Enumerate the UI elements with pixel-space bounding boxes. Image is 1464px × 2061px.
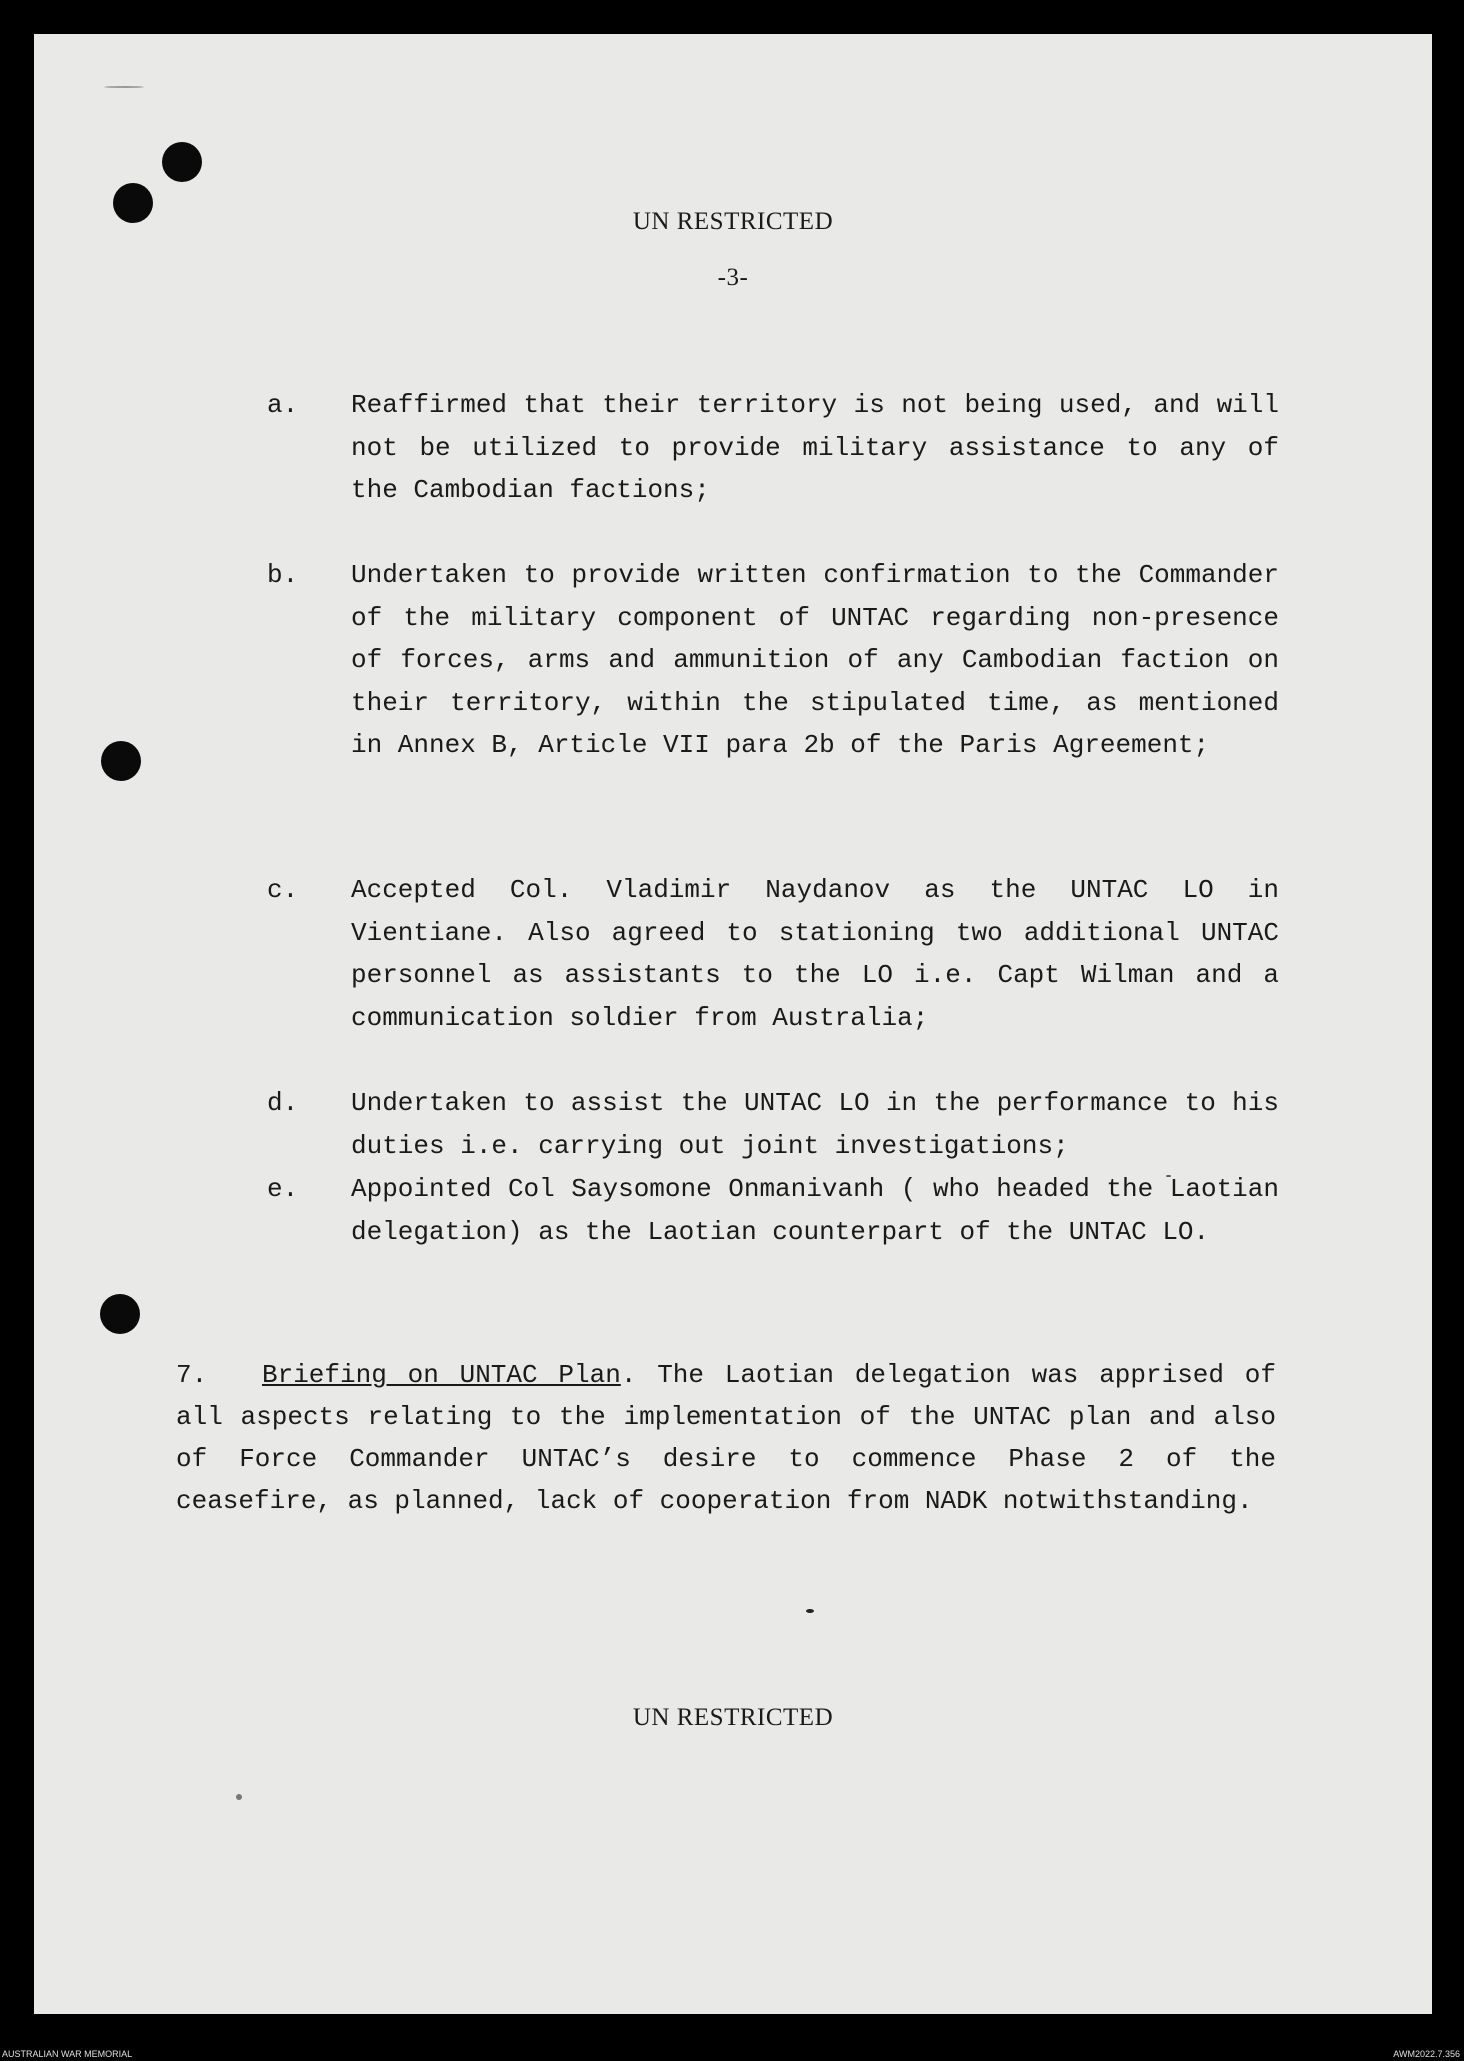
paragraph-7 <box>176 1354 1276 1522</box>
punch-hole-icon <box>100 1294 140 1334</box>
list-item-d <box>267 1082 1279 1172</box>
list-item-label: a. <box>267 390 299 420</box>
list-item-c <box>267 869 1279 1044</box>
classification-bottom: UN RESTRICTED <box>632 1704 834 1731</box>
page-number: -3- <box>717 264 749 291</box>
speck-mark <box>236 1794 242 1800</box>
speck-mark <box>104 86 144 88</box>
speck-mark <box>806 1609 814 1613</box>
classification-top: UN RESTRICTED <box>632 208 834 235</box>
list-item-text: Undertaken to assist the UNTAC LO in the performance to his duties i.e. carrying out joint investigations; <box>351 1088 1279 1161</box>
document-page <box>34 34 1432 2014</box>
list-item-label: b. <box>267 560 299 590</box>
list-item-text: Reaffirmed that their territory is not being used, and will not be utilized to provide military assistance to any of the Cambodian factions; <box>351 390 1279 505</box>
list-item-a <box>267 384 1279 514</box>
punch-hole-icon <box>101 741 141 781</box>
paragraph-title: Briefing on UNTAC Plan <box>262 1360 621 1390</box>
list-item-label: d. <box>267 1088 299 1118</box>
paragraph-number: 7. <box>176 1360 208 1390</box>
list-item-text: Accepted Col. Vladimir Naydanov as the UNTAC LO in Vientiane. Also agreed to stationing two additional UNTAC personnel as assistants to the LO i.e. Capt Wilman and a communication soldier from Australia; <box>351 875 1279 1033</box>
list-item-text: Appointed Col Saysomone Onmanivanh ( who headed the Laotian delegation) as the Laotian counterpart of the UNTAC LO. <box>351 1174 1279 1247</box>
paragraph-text: . The Laotian delegation was apprised of all aspects relating to the implementation of the UNTAC plan and also of Force Commander UNTAC’s desire to commence Phase 2 of the ceasefire, as planned, lack of cooperation from NADK notwithstanding. <box>176 1360 1276 1516</box>
list-item-e <box>267 1168 1279 1298</box>
punch-hole-icon <box>162 142 202 182</box>
list-item-label: c. <box>267 875 299 905</box>
list-item-label: e. <box>267 1174 299 1204</box>
footer-left: AUSTRALIAN WAR MEMORIAL <box>2 2049 133 2059</box>
footer-right: AWM2022.7.356 <box>1393 2049 1460 2059</box>
list-item-text: Undertaken to provide written confirmation to the Commander of the military component of UNTAC regarding non-presence of forces, arms and ammunition of any Cambodian faction on their territory, within the stipulated time, as mentioned in Annex B, Article VII para 2b of the Paris Agreement; <box>351 560 1279 760</box>
list-item-b <box>267 554 1279 814</box>
